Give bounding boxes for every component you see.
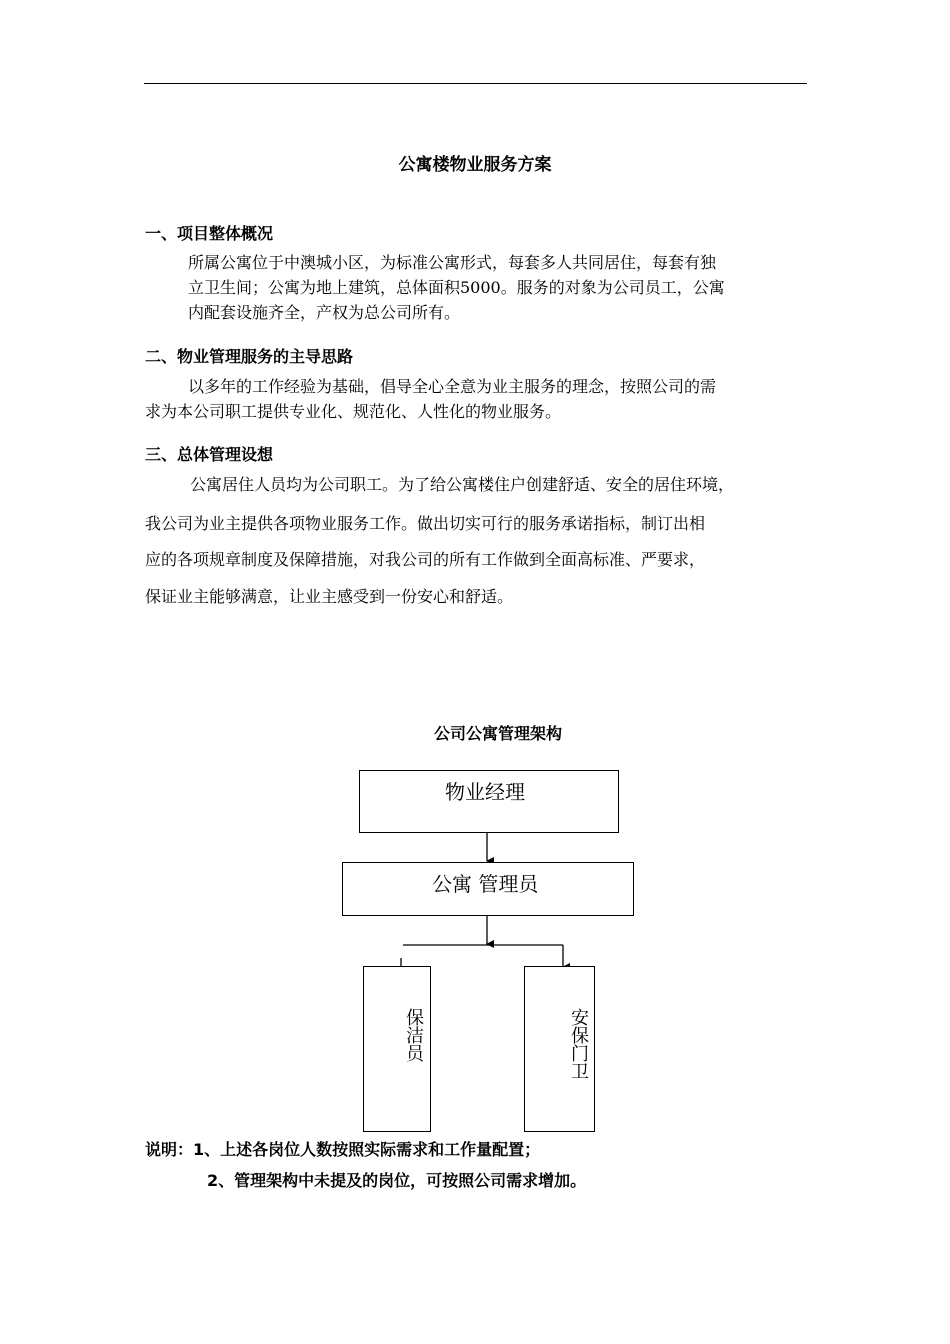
note-line-1: 说明：1、上述各岗位人数按照实际需求和工作量配置； (145, 1140, 541, 1159)
org-label-manager: 物业经理 (445, 780, 525, 804)
org-label-admin: 公寓 管理员 (432, 872, 539, 896)
section-1-line-2: 立卫生间；公寓为地上建筑，总体面积5000。服务的对象为公司员工，公寓 (188, 278, 725, 297)
section-1-line-3: 内配套设施齐全，产权为总公司所有。 (188, 303, 461, 322)
section-3-line-2: 我公司为业主提供各项物业服务工作。做出切实可行的服务承诺指标，制订出相 (145, 514, 706, 533)
org-chart-title: 公司公寓管理架构 (433, 724, 562, 743)
section-3-line-3: 应的各项规章制度及保障措施，对我公司的所有工作做到全面高标准、严要求， (145, 550, 706, 569)
section-2-heading: 二、物业管理服务的主导思路 (145, 347, 354, 366)
note-line-2: 2、管理架构中未提及的岗位，可按照公司需求增加。 (207, 1171, 587, 1190)
section-3-heading: 三、总体管理设想 (145, 445, 274, 464)
section-3-line-1: 公寓居住人员均为公司职工。为了给公寓楼住户创建舒适、安全的居住环境， (190, 475, 735, 494)
org-label-security: 安保门卫 (568, 1008, 589, 1080)
section-1-heading: 一、项目整体概况 (145, 224, 274, 243)
page-title: 公寓楼物业服务方案 (398, 155, 552, 175)
section-2-line-1: 以多年的工作经验为基础，倡导全心全意为业主服务的理念，按照公司的需 (188, 377, 717, 396)
section-1-line-1: 所属公寓位于中澳城小区，为标准公寓形式，每套多人共同居住，每套有独 (188, 253, 717, 272)
org-label-cleaner: 保洁员 (403, 1008, 424, 1062)
section-3-line-4: 保证业主能够满意，让业主感受到一份安心和舒适。 (145, 587, 514, 606)
section-2-line-2: 求为本公司职工提供专业化、规范化、人性化的物业服务。 (145, 402, 562, 421)
